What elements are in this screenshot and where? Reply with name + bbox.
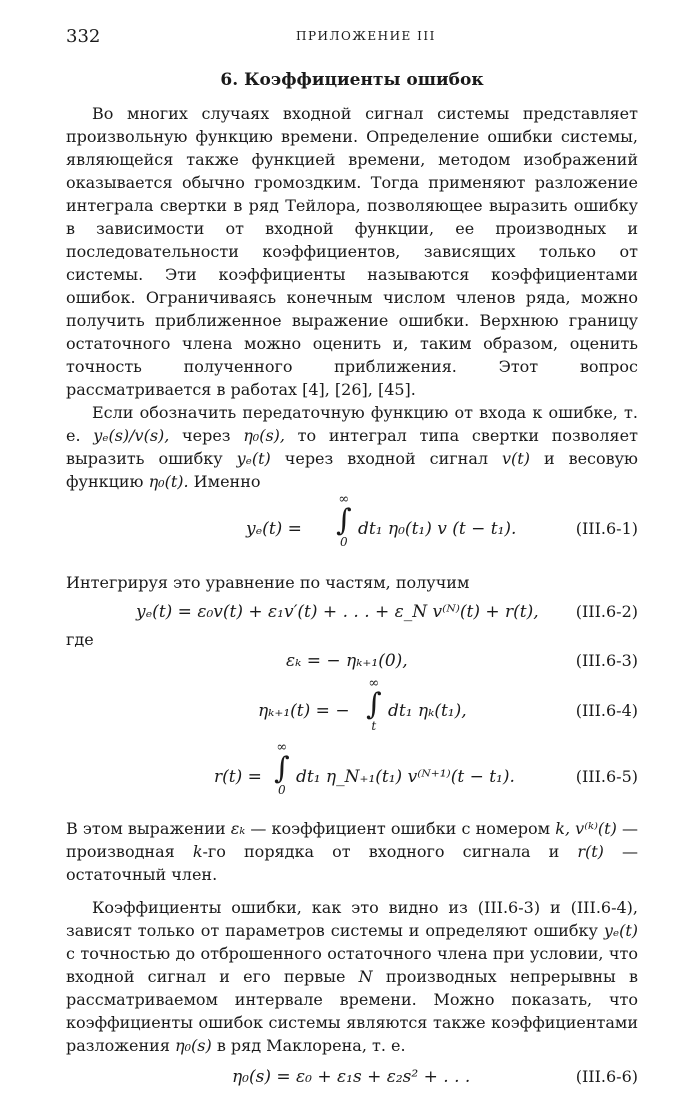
word-where: где <box>66 630 94 649</box>
equation-number: (III.6-3) <box>575 651 638 670</box>
paragraph-intro: Во многих случаях входной сигнал системы представляет произвольную функцию времени. Определение ошибки системы, являющейся также функцией времени, методом изображений оказывается обычно громоздким. Тогда применяют разложение интеграла свертки в ряд Тейлора, позволяющее выразить ошибку в зависимости от входной функции, ее производных и последовательности коэффициентов, зависящих только от системы. Эти коэффициенты называются коэффициентами ошибок. Ограничиваясь конечным числом членов ряда, можно получить приближенное выражение ошибки. Верхнюю границу остаточного члена можно оценить и, таким образом, оценить точность полученного приближения. Этот вопрос рассматривается в работах [4], [26], [45]. <box>66 104 638 399</box>
equation-number: (III.6-4) <box>575 701 638 720</box>
math-ye-t: yₑ(t) <box>236 449 271 468</box>
equation-number: (III.6-6) <box>575 1067 638 1086</box>
equation-III-6-1: yₑ(t) = ∞ ∫ 0 dt₁ η₀(t₁) v (t − t₁). (III.6-1) <box>246 492 638 549</box>
paragraph-integrating: Интегрируя это уравнение по частям, получим <box>66 573 470 592</box>
section-title: 6. Коэффициенты ошибок <box>220 70 484 90</box>
running-title: ПРИЛОЖЕНИЕ III <box>296 29 436 43</box>
page-number: 332 <box>66 26 101 47</box>
running-header <box>66 26 638 56</box>
equation-number: (III.6-5) <box>575 767 638 786</box>
math-ratio: yₑ(s)/v(s), <box>93 426 170 445</box>
math-eta0-s: η₀(s), <box>243 426 285 445</box>
equation-III-6-2: yₑ(t) = ε₀v(t) + ε₁v′(t) + . . . + ε_N v⁽ᴺ⁾(t) + r(t), (III.6-2) <box>136 602 638 622</box>
equation-III-6-4: ηₖ₊₁(t) = − ∞ ∫ t dt₁ ηₖ(t₁), (III.6-4) <box>258 676 638 733</box>
math-v-t: v(t) <box>502 449 530 468</box>
equation-number: (III.6-1) <box>575 519 638 538</box>
equation-III-6-5: r(t) = ∞ ∫ 0 dt₁ η_N₊₁(t₁) v⁽ᴺ⁺¹⁾(t − t₁). (III.6-5) <box>214 740 638 797</box>
paragraph-transfer-function: Если обозначить передаточную функцию от входа к ошибке, т. е. yₑ(s)/v(s), через η₀(s), то интеграл типа свертки позволяет выразить ошибку yₑ(t) через входной сигнал v(t) и весовую функцию η₀(t). Именно <box>66 403 638 491</box>
equation-III-6-6: η₀(s) = ε₀ + ε₁s + ε₂s² + . . . (III.6-6) <box>232 1067 638 1087</box>
math-eta0-t: η₀(t). <box>148 472 189 491</box>
equation-number: (III.6-2) <box>575 602 638 621</box>
page <box>66 26 638 1095</box>
paragraph-coefficients: Коэффициенты ошибки, как это видно из (III.6-3) и (III.6-4), зависят только от параметров системы и определяют ошибку yₑ(t) с точностью до отброшенного остаточного члена при условии, что входной сигнал и его первые N производных непрерывны в рассматриваемом интервале времени. Можно показать, что коэффициенты ошибок системы являются также коэффициентами разложения η₀(s) в ряд Маклорена, т. е. <box>66 898 639 1055</box>
equation-III-6-3: εₖ = − ηₖ₊₁(0), (III.6-3) <box>286 651 638 671</box>
paragraph-expression: В этом выражении εₖ — коэффициент ошибки с номером k, v⁽ᵏ⁾(t) — производная k-го порядка от входного сигнала и r(t) — остаточный член. <box>66 819 639 884</box>
